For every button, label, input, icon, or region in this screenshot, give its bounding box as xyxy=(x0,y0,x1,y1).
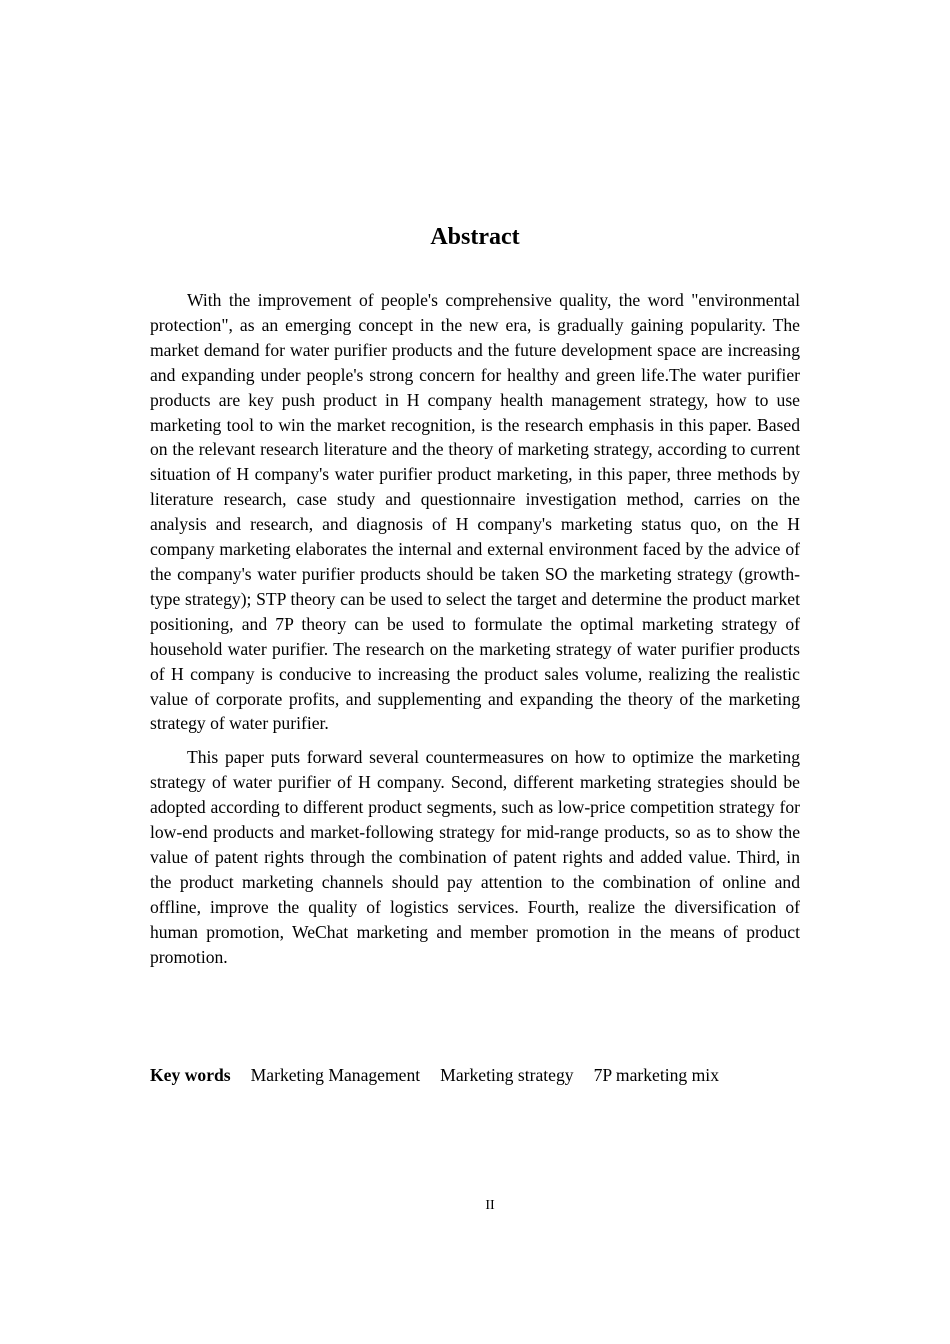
keywords-label: Key words xyxy=(150,1065,231,1085)
abstract-paragraph-2: This paper puts forward several countermeasures on how to optimize the marketing strategy of water purifier of H company. Second, different marketing strategies should be adopted according to different product segments, such as low-price competition strategy for low-end products and market-following strategy for mid-range products, so as to show the value of patent rights through the combination of patent rights and added value. Third, in the product marketing channels should pay attention to the combination of online and offline, improve the quality of logistics services. Fourth, realize the diversification of human promotion, WeChat marketing and member promotion in the means of product promotion. xyxy=(150,747,800,967)
keyword-item-2: Marketing strategy xyxy=(440,1065,574,1085)
keywords-line xyxy=(150,1063,739,1088)
abstract-paragraph-1: With the improvement of people's comprehensive quality, the word "environmental protection", as an emerging concept in the new era, is gradually gaining popularity. The market demand for water purifier products and the future development space are increasing and expanding under people's strong concern for healthy and green life.The water purifier products are key push product in H company health management strategy, how to use marketing tool to win the market recognition, is the research emphasis in this paper. Based on the relevant research literature and the theory of marketing strategy, according to current situation of H company's water purifier product marketing, in this paper, three methods by literature research, case study and questionnaire investigation method, carries on the analysis and research, and diagnosis of H company's marketing status quo, on the H company marketing elaborates the internal and external environment faced by the advice of the company's water purifier products should be taken SO the marketing strategy (growth-type strategy); STP theory can be used to select the target and determine the product market positioning, and 7P theory can be used to formulate the optimal marketing strategy of household water purifier. The research on the marketing strategy of water purifier products of H company is conducive to increasing the product sales volume, realizing the realistic value of corporate profits, and supplementing and expanding the theory of the marketing strategy of water purifier. xyxy=(150,290,800,734)
keyword-item-1: Marketing Management xyxy=(250,1065,421,1085)
keyword-item-3: 7P marketing mix xyxy=(593,1065,719,1085)
abstract-body xyxy=(150,288,800,978)
abstract-title: Abstract xyxy=(430,224,520,250)
page-number: II xyxy=(485,1198,495,1213)
